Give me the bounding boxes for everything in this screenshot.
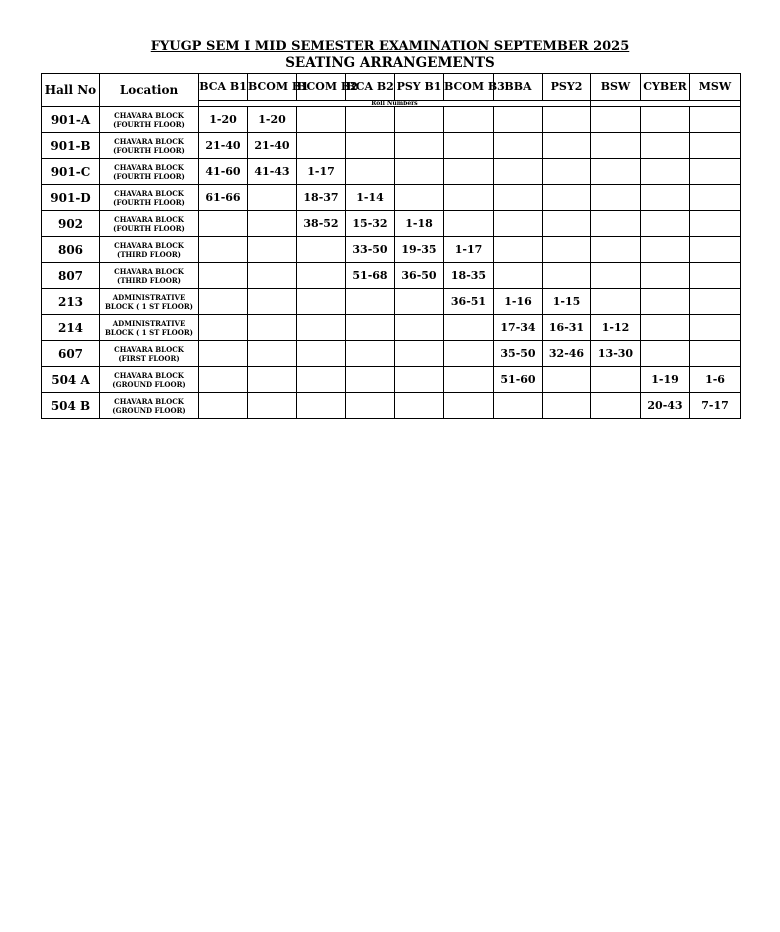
roll-range-bba: 51-60 xyxy=(494,367,543,393)
roll-range-psy-b1: 19-35 xyxy=(395,237,444,263)
location-cell xyxy=(100,159,199,185)
roll-range-bba xyxy=(494,263,543,289)
roll-range-bca-b2 xyxy=(346,107,395,133)
hall-number-cell: 901-D xyxy=(42,185,100,211)
roll-range-psy-b1: 36-50 xyxy=(395,263,444,289)
roll-range-bcom-b3: 1-17 xyxy=(444,237,494,263)
roll-range-msw xyxy=(690,159,741,185)
location-floor: (FOURTH FLOOR) xyxy=(113,197,185,207)
roll-range-bba xyxy=(494,185,543,211)
hall-number-cell: 607 xyxy=(42,341,100,367)
roll-range-bcom-b3 xyxy=(444,159,494,185)
location-floor: BLOCK ( 1 ST FLOOR) xyxy=(104,301,193,311)
roll-range-msw xyxy=(690,107,741,133)
roll-range-cyber xyxy=(641,263,690,289)
location-floor: (FOURTH FLOOR) xyxy=(113,223,185,233)
hall-number-cell: 901-C xyxy=(42,159,100,185)
location-block: CHAVARA BLOCK xyxy=(114,188,184,198)
roll-range-bsw xyxy=(591,263,641,289)
roll-range-psy2 xyxy=(543,159,591,185)
roll-range-bca-b2 xyxy=(346,315,395,341)
roll-range-psy2 xyxy=(543,393,591,419)
roll-range-bcom-b2 xyxy=(297,315,346,341)
roll-range-bcom-b3 xyxy=(444,211,494,237)
roll-range-cyber xyxy=(641,159,690,185)
location-block: CHAVARA BLOCK xyxy=(114,344,184,354)
location-block: CHAVARA BLOCK xyxy=(114,110,184,120)
table-row xyxy=(42,367,741,393)
roll-range-bsw: 1-12 xyxy=(591,315,641,341)
table-row xyxy=(42,263,741,289)
roll-range-bba: 1-16 xyxy=(494,289,543,315)
roll-range-cyber xyxy=(641,289,690,315)
location-block: ADMINISTRATIVE xyxy=(112,318,186,328)
header-bca-b1: BCA B1 xyxy=(199,74,248,101)
roll-range-bcom-b3: 36-51 xyxy=(444,289,494,315)
roll-range-bsw xyxy=(591,211,641,237)
roll-range-cyber xyxy=(641,237,690,263)
roll-range-bsw xyxy=(591,159,641,185)
roll-range-bca-b2 xyxy=(346,289,395,315)
roll-range-bcom-b2: 18-37 xyxy=(297,185,346,211)
roll-range-psy2 xyxy=(543,133,591,159)
roll-range-bcom-b3 xyxy=(444,133,494,159)
location-cell xyxy=(100,393,199,419)
header-psy-b1: PSY B1 xyxy=(395,74,444,101)
table-row xyxy=(42,107,741,133)
roll-range-msw xyxy=(690,341,741,367)
roll-range-bcom-b2 xyxy=(297,289,346,315)
roll-range-psy-b1 xyxy=(395,133,444,159)
roll-range-cyber xyxy=(641,185,690,211)
roll-range-bsw xyxy=(591,237,641,263)
roll-range-bca-b2: 1-14 xyxy=(346,185,395,211)
hall-number-cell: 902 xyxy=(42,211,100,237)
location-cell xyxy=(100,315,199,341)
roll-range-bcom-b2 xyxy=(297,341,346,367)
location-floor: (GROUND FLOOR) xyxy=(112,379,186,389)
roll-range-cyber xyxy=(641,107,690,133)
roll-range-bba xyxy=(494,211,543,237)
roll-range-bcom-b1 xyxy=(248,211,297,237)
roll-range-bcom-b2 xyxy=(297,367,346,393)
location-cell xyxy=(100,237,199,263)
roll-range-bcom-b1 xyxy=(248,289,297,315)
roll-range-bsw xyxy=(591,393,641,419)
location-block: CHAVARA BLOCK xyxy=(114,370,184,380)
roll-range-msw xyxy=(690,315,741,341)
roll-range-psy-b1 xyxy=(395,367,444,393)
roll-range-bba xyxy=(494,393,543,419)
roll-range-bca-b2 xyxy=(346,159,395,185)
hall-number-cell: 213 xyxy=(42,289,100,315)
location-floor: (FOURTH FLOOR) xyxy=(113,171,185,181)
roll-range-bsw xyxy=(591,185,641,211)
roll-range-msw xyxy=(690,211,741,237)
roll-range-bsw: 13-30 xyxy=(591,341,641,367)
roll-range-bcom-b2 xyxy=(297,263,346,289)
roll-range-bcom-b1: 1-20 xyxy=(248,107,297,133)
header-cyber: CYBER xyxy=(641,74,690,101)
document-title: FYUGP SEM I MID SEMESTER EXAMINATION SEPTEMBER 2025 xyxy=(150,39,630,54)
roll-range-psy2 xyxy=(543,185,591,211)
table-row xyxy=(42,133,741,159)
roll-range-cyber: 20-43 xyxy=(641,393,690,419)
location-block: CHAVARA BLOCK xyxy=(114,162,184,172)
roll-range-bcom-b2 xyxy=(297,133,346,159)
location-cell xyxy=(100,107,199,133)
table-row xyxy=(42,185,741,211)
roll-range-cyber xyxy=(641,341,690,367)
roll-range-bsw xyxy=(591,107,641,133)
location-block: ADMINISTRATIVE xyxy=(112,292,186,302)
location-block: CHAVARA BLOCK xyxy=(114,266,184,276)
location-block: CHAVARA BLOCK xyxy=(114,396,184,406)
roll-range-bsw xyxy=(591,289,641,315)
roll-range-psy-b1: 1-18 xyxy=(395,211,444,237)
roll-range-bcom-b1 xyxy=(248,393,297,419)
roll-range-bca-b1 xyxy=(199,237,248,263)
location-floor: (THIRD FLOOR) xyxy=(117,249,181,259)
roll-range-psy-b1 xyxy=(395,315,444,341)
location-floor: (GROUND FLOOR) xyxy=(112,405,186,415)
roll-range-bba: 17-34 xyxy=(494,315,543,341)
roll-range-psy-b1 xyxy=(395,341,444,367)
header-hall-no: Hall No xyxy=(42,74,100,107)
roll-range-cyber xyxy=(641,315,690,341)
table-row xyxy=(42,289,741,315)
roll-range-bca-b2 xyxy=(346,133,395,159)
location-floor: (FOURTH FLOOR) xyxy=(113,119,185,129)
table-row xyxy=(42,211,741,237)
location-cell xyxy=(100,133,199,159)
header-bcom-b1: BCOM B1 xyxy=(248,74,297,101)
roll-range-bcom-b1: 21-40 xyxy=(248,133,297,159)
header-row xyxy=(42,74,741,101)
seating-table-body xyxy=(42,107,741,419)
roll-range-bca-b1 xyxy=(199,289,248,315)
roll-range-msw xyxy=(690,185,741,211)
roll-range-bcom-b3 xyxy=(444,367,494,393)
roll-range-bba xyxy=(494,107,543,133)
roll-range-bca-b1 xyxy=(199,211,248,237)
roll-range-psy-b1 xyxy=(395,159,444,185)
roll-range-bcom-b3 xyxy=(444,315,494,341)
roll-range-bca-b1: 61-66 xyxy=(199,185,248,211)
roll-range-psy2 xyxy=(543,211,591,237)
seating-table xyxy=(41,73,741,419)
roll-range-bcom-b2: 38-52 xyxy=(297,211,346,237)
roll-range-bcom-b1 xyxy=(248,263,297,289)
header-bcom-b3: BCOM B3 xyxy=(444,74,494,101)
roll-range-psy2 xyxy=(543,107,591,133)
header-bca-b2: BCA B2 xyxy=(346,74,395,101)
hall-number-cell: 901-A xyxy=(42,107,100,133)
hall-number-cell: 504 B xyxy=(42,393,100,419)
hall-number-cell: 901-B xyxy=(42,133,100,159)
location-cell xyxy=(100,289,199,315)
roll-range-cyber: 1-19 xyxy=(641,367,690,393)
roll-range-msw xyxy=(690,133,741,159)
roll-range-bca-b1: 21-40 xyxy=(199,133,248,159)
hall-number-cell: 807 xyxy=(42,263,100,289)
table-row xyxy=(42,237,741,263)
location-cell xyxy=(100,211,199,237)
roll-range-psy-b1 xyxy=(395,289,444,315)
hall-number-cell: 504 A xyxy=(42,367,100,393)
roll-range-msw xyxy=(690,237,741,263)
roll-range-bba xyxy=(494,159,543,185)
roll-range-psy-b1 xyxy=(395,107,444,133)
roll-range-bcom-b1: 41-43 xyxy=(248,159,297,185)
header-psy2: PSY2 xyxy=(543,74,591,101)
header-location: Location xyxy=(100,74,199,107)
roll-range-bca-b2: 51-68 xyxy=(346,263,395,289)
roll-range-bca-b1 xyxy=(199,393,248,419)
roll-range-psy-b1 xyxy=(395,393,444,419)
roll-range-bcom-b3 xyxy=(444,341,494,367)
roll-range-bca-b1: 1-20 xyxy=(199,107,248,133)
roll-range-bca-b1: 41-60 xyxy=(199,159,248,185)
roll-range-bcom-b1 xyxy=(248,237,297,263)
table-row xyxy=(42,341,741,367)
hall-number-cell: 806 xyxy=(42,237,100,263)
table-row xyxy=(42,393,741,419)
roll-range-psy2 xyxy=(543,263,591,289)
location-block: CHAVARA BLOCK xyxy=(114,136,184,146)
roll-range-bcom-b1 xyxy=(248,315,297,341)
header-bba: BBA xyxy=(494,74,543,101)
location-cell xyxy=(100,367,199,393)
roll-range-bcom-b1 xyxy=(248,185,297,211)
roll-range-msw: 7-17 xyxy=(690,393,741,419)
roll-range-bcom-b2: 1-17 xyxy=(297,159,346,185)
roll-range-msw: 1-6 xyxy=(690,367,741,393)
roll-range-bca-b1 xyxy=(199,341,248,367)
roll-numbers-label: Roll Numbers xyxy=(199,101,591,107)
roll-range-bcom-b2 xyxy=(297,393,346,419)
roll-range-bsw xyxy=(591,133,641,159)
roll-range-psy2 xyxy=(543,237,591,263)
roll-range-bcom-b3 xyxy=(444,393,494,419)
location-cell xyxy=(100,341,199,367)
location-block: CHAVARA BLOCK xyxy=(114,214,184,224)
roll-range-bcom-b3 xyxy=(444,107,494,133)
roll-range-psy2: 16-31 xyxy=(543,315,591,341)
location-cell xyxy=(100,185,199,211)
table-row xyxy=(42,159,741,185)
location-floor: BLOCK ( 1 ST FLOOR) xyxy=(104,327,193,337)
roll-range-bcom-b1 xyxy=(248,341,297,367)
roll-range-bca-b2: 15-32 xyxy=(346,211,395,237)
roll-range-bca-b2 xyxy=(346,367,395,393)
roll-range-bca-b1 xyxy=(199,263,248,289)
location-floor: (FOURTH FLOOR) xyxy=(113,145,185,155)
location-floor: (FIRST FLOOR) xyxy=(118,353,180,363)
roll-range-cyber xyxy=(641,133,690,159)
roll-range-psy2 xyxy=(543,367,591,393)
roll-range-psy2: 1-15 xyxy=(543,289,591,315)
header-bsw: BSW xyxy=(591,74,641,101)
roll-range-bcom-b2 xyxy=(297,237,346,263)
roll-range-bca-b1 xyxy=(199,315,248,341)
roll-range-bca-b2 xyxy=(346,341,395,367)
roll-range-bcom-b3: 18-35 xyxy=(444,263,494,289)
location-floor: (THIRD FLOOR) xyxy=(117,275,181,285)
roll-range-bsw xyxy=(591,367,641,393)
location-block: CHAVARA BLOCK xyxy=(114,240,184,250)
roll-range-psy2: 32-46 xyxy=(543,341,591,367)
roll-range-psy-b1 xyxy=(395,185,444,211)
roll-range-bcom-b3 xyxy=(444,185,494,211)
document-subtitle: SEATING ARRANGEMENTS xyxy=(285,55,495,71)
roll-range-cyber xyxy=(641,211,690,237)
header-msw: MSW xyxy=(690,74,741,101)
roll-range-bcom-b1 xyxy=(248,367,297,393)
roll-range-bba xyxy=(494,133,543,159)
hall-number-cell: 214 xyxy=(42,315,100,341)
location-cell xyxy=(100,263,199,289)
roll-range-bcom-b2 xyxy=(297,107,346,133)
roll-range-bca-b2: 33-50 xyxy=(346,237,395,263)
roll-range-bba: 35-50 xyxy=(494,341,543,367)
roll-range-msw xyxy=(690,263,741,289)
roll-range-msw xyxy=(690,289,741,315)
table-row xyxy=(42,315,741,341)
roll-range-bca-b1 xyxy=(199,367,248,393)
roll-range-bca-b2 xyxy=(346,393,395,419)
header-bcom-b2: BCOM B2 xyxy=(297,74,346,101)
roll-range-bba xyxy=(494,237,543,263)
